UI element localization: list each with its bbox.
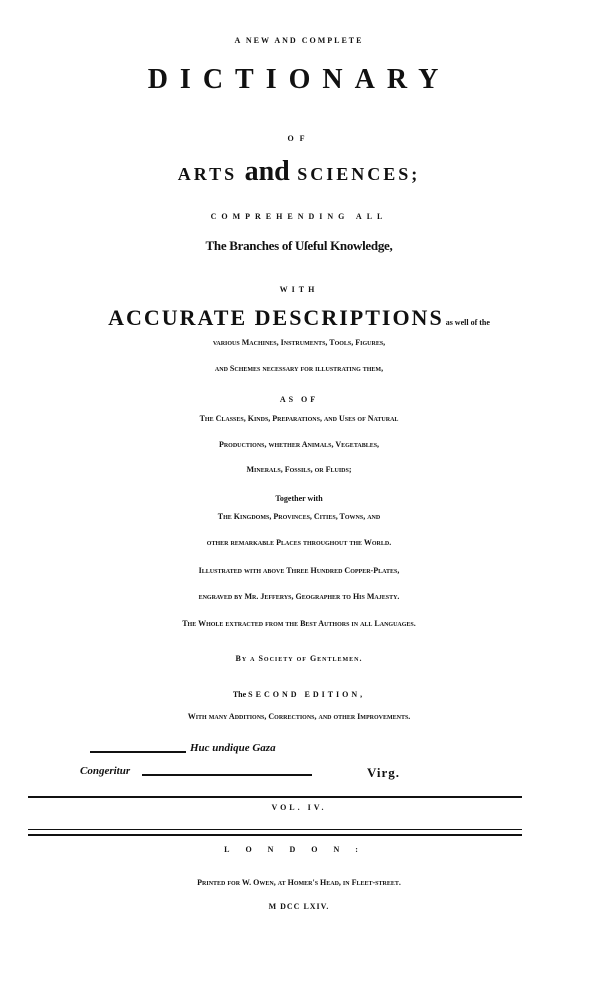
schemes-line: and Schemes neceſſary for illuſtrating them, [214, 364, 384, 373]
together-with-label: Together with [275, 494, 323, 503]
edition-the: The [232, 690, 247, 699]
motto-virg: Virg. [367, 765, 401, 780]
title-arts: ARTS [177, 164, 238, 184]
productions-line: Productions, whether Animals, Vegetables, [218, 440, 380, 449]
motto-dash [90, 751, 186, 753]
horizontal-rule [28, 796, 522, 798]
motto-dash [142, 774, 312, 776]
accurate-descriptions: ACCURATE DESCRIPTIONS [108, 305, 444, 330]
comprehending-all: COMPREHENDING ALL [210, 212, 388, 221]
motto-congeritur: Congeritur [80, 765, 131, 777]
society-of-gentlemen: By a Society of Gentlemen. [235, 654, 363, 663]
volume-number: VOL. IV. [271, 803, 327, 812]
whole-extracted-line: The Whole extracted from the Beſt Authors in all Languages. [182, 619, 416, 628]
second-edition-line [0, 690, 598, 699]
classes-line: The Claſſes, Kinds, Preparations, and Uſes of Natural [199, 414, 399, 423]
title-dictionary: DICTIONARY [147, 64, 451, 95]
title-line-new-and-complete: A NEW AND COMPLETE [234, 36, 364, 45]
horizontal-rule [28, 834, 522, 836]
accurate-descriptions-line [0, 305, 598, 331]
motto [80, 742, 520, 786]
kingdoms-line: The Kingdoms, Provinces, Cities, Towns, and [217, 512, 381, 521]
as-of-label: AS OF [279, 395, 319, 404]
publication-date: M DCC LXIV. [268, 902, 330, 911]
engraved-line: engraved by Mr. Jefferys, Geographer to His Majesty. [198, 592, 400, 601]
place-london: LONDON: [224, 845, 374, 854]
title-of: OF [287, 134, 311, 143]
printer-line: Printed for W. Owen, at Homer's Head, in Fleet-ſtreet. [197, 878, 401, 887]
illustrated-line: Illuſtrated with above Three Hundred Copper-Plates, [198, 566, 400, 575]
machines-line: various Machines, Instruments, Tools, Figures, [212, 338, 386, 347]
title-and: and [244, 156, 290, 187]
second-edition: SECOND EDITION, [248, 690, 366, 699]
additions-line: With many Additions, Corrections, and other Improvements. [187, 712, 411, 721]
minerals-line: Minerals, Fossils, or Fluids; [246, 465, 352, 474]
motto-huc-undique-gaza: Huc undique Gaza [190, 742, 276, 754]
with-label: WITH [279, 285, 319, 294]
branches-of-knowledge: The Branches of Uſeful Knowledge, [205, 238, 393, 253]
title-arts-and-sciences [0, 156, 598, 188]
as-well-of-the: as well of the [445, 318, 490, 327]
horizontal-rule [28, 829, 522, 830]
remarkable-places-line: other remarkable Places throughout the World. [206, 538, 392, 547]
title-sciences: SCIENCES; [297, 164, 421, 184]
